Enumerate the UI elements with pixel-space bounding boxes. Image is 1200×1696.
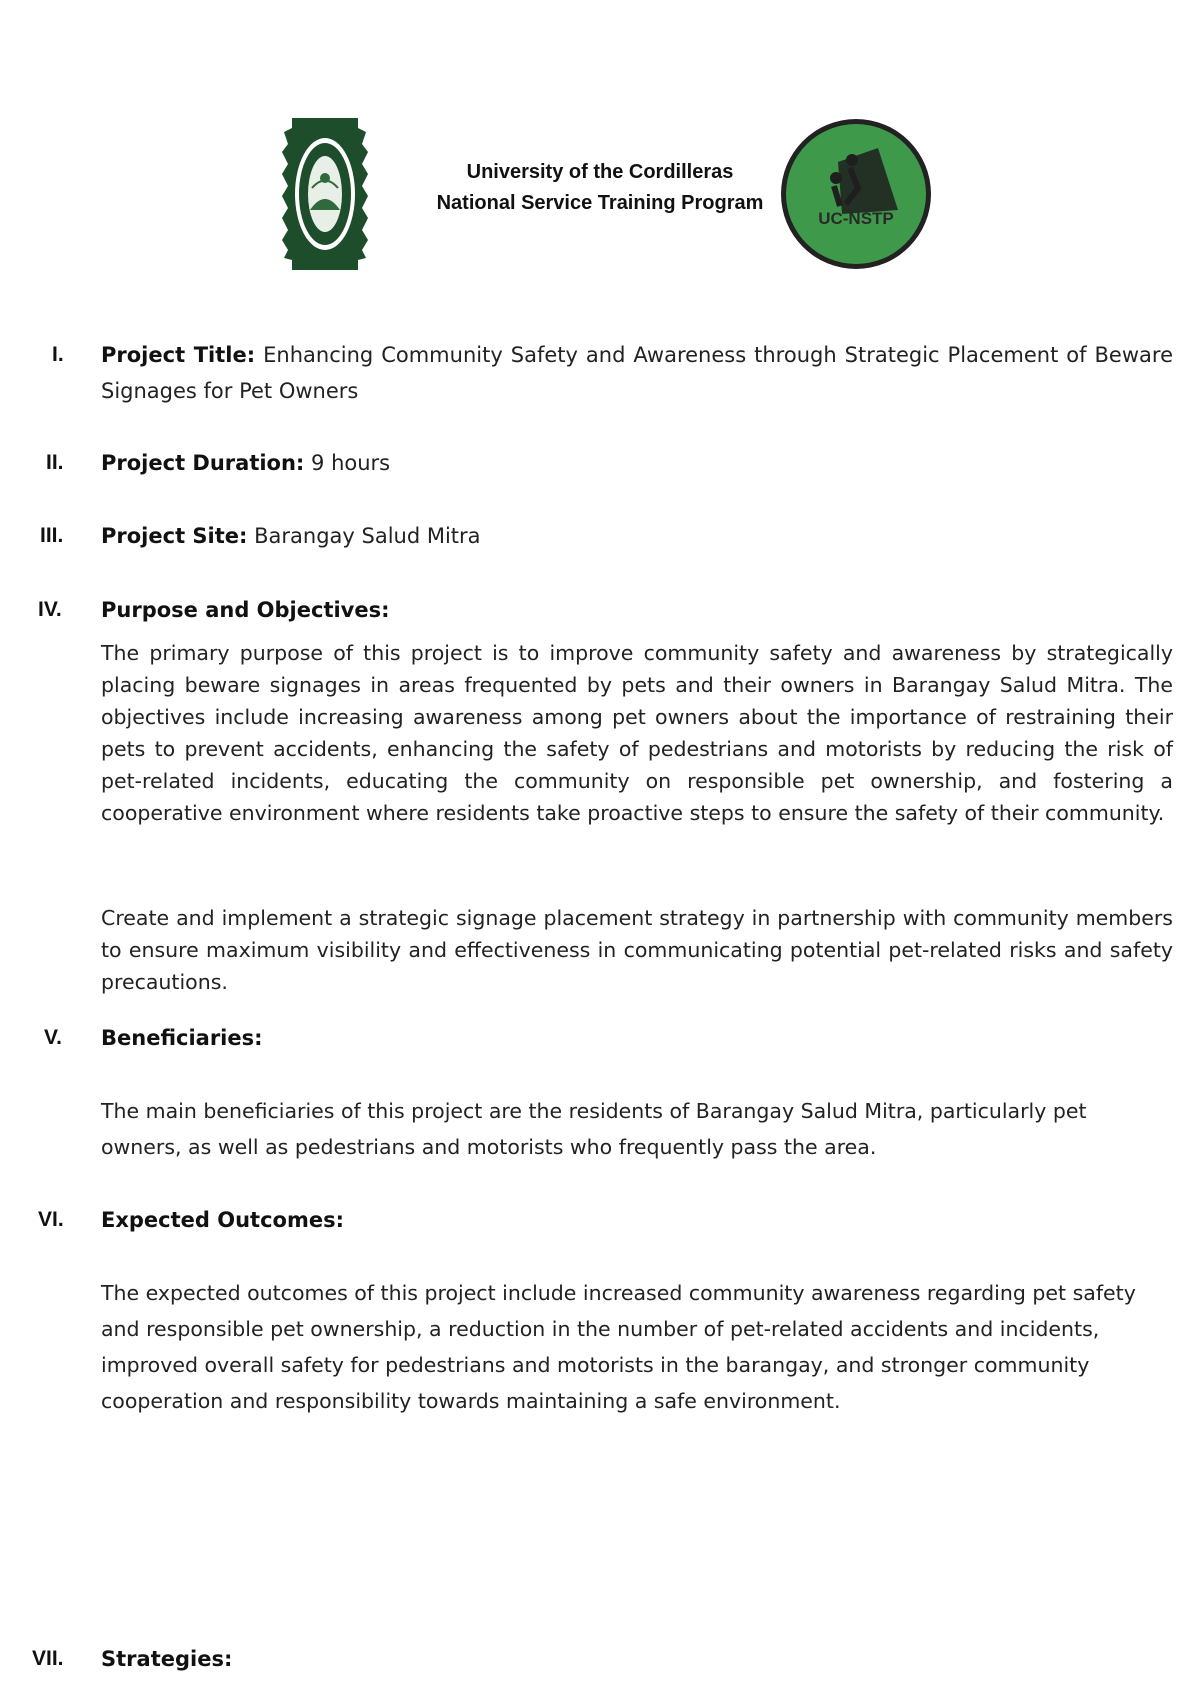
section-label: Project Title: — [101, 343, 256, 367]
section-numeral: V. — [44, 1026, 62, 1049]
section-numeral: VI. — [38, 1208, 64, 1231]
section-label: Purpose and Objectives: — [101, 598, 390, 622]
section-numeral: I. — [52, 343, 64, 366]
uc-nstp-logo — [780, 118, 932, 270]
section-label: Strategies: — [101, 1647, 233, 1671]
section-heading — [101, 592, 1173, 628]
project-site-value: Barangay Salud Mitra — [254, 524, 481, 548]
uc-nstp-logo-text: UC-NSTP — [818, 209, 894, 228]
section-numeral: VII. — [32, 1647, 64, 1670]
university-name: University of the Cordilleras — [466, 161, 734, 183]
paragraph: The main beneficiaries of this project are the residents of Barangay Salud Mitra, particularly pet owners, as well as pedestrians and motorists who frequently pass the area. — [101, 1099, 1087, 1159]
section-label: Project Duration: — [101, 451, 305, 475]
project-duration — [101, 445, 1173, 481]
section-heading — [101, 1641, 1173, 1677]
project-site — [101, 518, 1173, 554]
section-heading — [101, 1020, 1173, 1056]
section-label: Project Site: — [101, 524, 248, 548]
paragraph: Create and implement a strategic signage placement strategy in partnership with community members to ensure maximum visibility and effectiveness in communicating potential pet-related risks and safety precautions. — [101, 906, 1173, 994]
project-title-value: Enhancing Community Safety and Awareness through Strategic Placement of Beware Signages for Pet Owners — [101, 343, 1173, 403]
university-seal-logo — [280, 118, 370, 270]
section-heading — [101, 1202, 1173, 1238]
section-numeral: IV. — [38, 598, 62, 621]
section-label: Beneficiaries: — [101, 1026, 263, 1050]
paragraph: The primary purpose of this project is to improve community safety and awareness by strategically placing beware signages in areas frequented by pets and their owners in Barangay Salud Mitra. The objectives include increasing awareness among pet owners about the importance of restraining their pets to prevent accidents, enhancing the safety of pedestrians and motorists by reducing the risk of pet-related incidents, educating the community on responsible pet ownership, and fostering a cooperative environment where residents take proactive steps to ensure the safety of their community. — [101, 641, 1173, 825]
paragraph: The expected outcomes of this project include increased community awareness regarding pet safety and responsible pet ownership, a reduction in the number of pet-related accidents and incidents, improved overall safety for pedestrians and motorists in the barangay, and stronger community cooperation and responsibility towards maintaining a safe environment. — [101, 1281, 1136, 1413]
program-name: National Service Training Program — [436, 192, 764, 214]
project-title — [101, 337, 1173, 409]
document-header — [0, 0, 1200, 300]
section-label: Expected Outcomes: — [101, 1208, 344, 1232]
section-numeral: III. — [40, 524, 64, 547]
section-numeral: II. — [46, 451, 64, 474]
institution-heading — [400, 157, 800, 219]
project-duration-value: 9 hours — [311, 451, 391, 475]
